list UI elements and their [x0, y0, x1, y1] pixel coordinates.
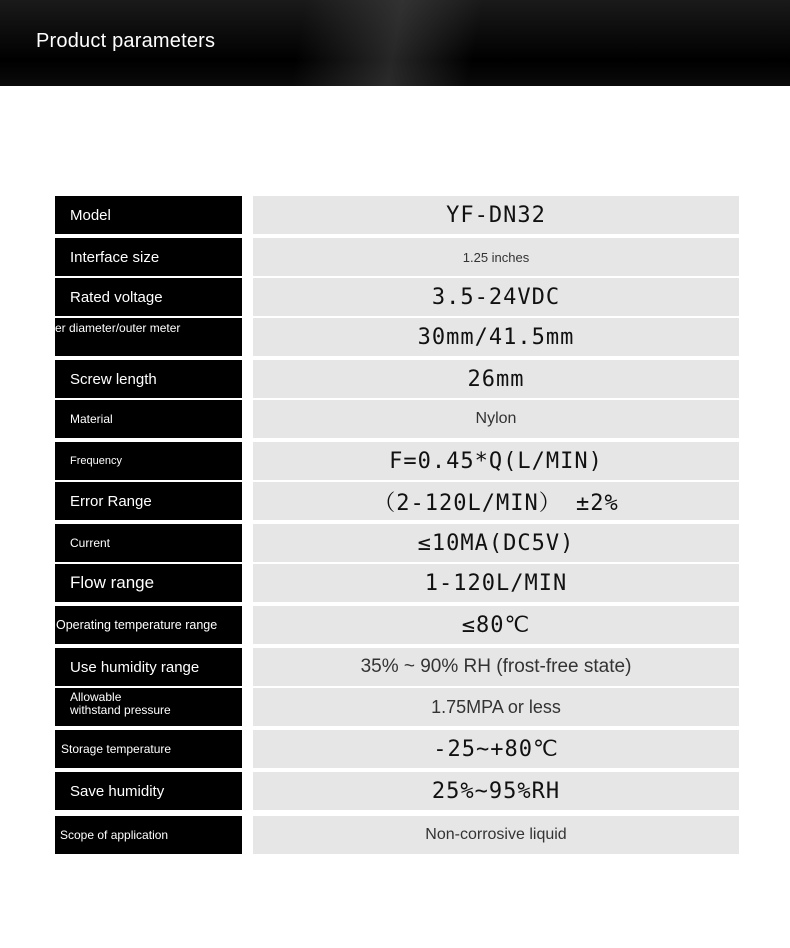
param-row-rated-voltage — [55, 278, 739, 316]
param-label: Storage temperature — [55, 730, 242, 768]
param-row-humidity-range — [55, 648, 739, 686]
param-label: Flow range — [55, 564, 242, 602]
param-row-screw-length — [55, 360, 739, 398]
param-label: er diameter/outer meter — [55, 318, 242, 356]
param-value: 3.5-24VDC — [253, 278, 739, 316]
param-value: 25%~95%RH — [253, 772, 739, 810]
param-label: Allowable withstand pressure — [70, 690, 171, 717]
param-row-error-range — [55, 482, 739, 520]
param-label: Screw length — [55, 360, 242, 398]
param-value: YF-DN32 — [253, 196, 739, 234]
param-label: Scope of application — [55, 816, 242, 854]
param-row-operating-temperature — [55, 606, 739, 644]
param-row-diameter — [55, 318, 739, 356]
param-label-box — [55, 688, 242, 726]
param-value: Non-corrosive liquid — [253, 816, 739, 854]
param-label: Operating temperature range — [55, 606, 242, 644]
param-value: 35% ~ 90% RH (frost-free state) — [253, 648, 739, 686]
param-value: ≤80℃ — [253, 606, 739, 644]
param-value: F=0.45*Q(L/MIN) — [253, 442, 739, 480]
param-label: Save humidity — [55, 772, 242, 810]
param-label: Material — [55, 400, 242, 438]
param-value: 1.75MPA or less — [253, 688, 739, 726]
param-label: Interface size — [55, 238, 242, 276]
param-label: Current — [55, 524, 242, 562]
param-row-scope-of-application — [55, 816, 739, 854]
param-value: （2-120L/MIN） ±2% — [253, 482, 739, 520]
param-label: Frequency — [55, 442, 242, 480]
param-label: Error Range — [55, 482, 242, 520]
header-banner — [0, 0, 790, 86]
page-title: Product parameters — [36, 30, 216, 52]
param-value: Nylon — [253, 400, 739, 438]
param-row-material — [55, 400, 739, 438]
param-label: Model — [55, 196, 242, 234]
param-row-current — [55, 524, 739, 562]
param-value: 30mm/41.5mm — [253, 318, 739, 356]
param-value: 26mm — [253, 360, 739, 398]
param-row-frequency — [55, 442, 739, 480]
param-row-storage-temperature — [55, 730, 739, 768]
param-row-flow-range — [55, 564, 739, 602]
param-value: 1.25 inches — [253, 238, 739, 276]
param-value: ≤10MA(DC5V) — [253, 524, 739, 562]
param-label: Rated voltage — [55, 278, 242, 316]
param-row-interface-size — [55, 238, 739, 276]
param-row-withstand-pressure — [55, 688, 739, 726]
param-label: Use humidity range — [55, 648, 242, 686]
param-value: 1-120L/MIN — [253, 564, 739, 602]
param-value: -25~+80℃ — [253, 730, 739, 768]
param-row-model — [55, 196, 739, 234]
param-row-save-humidity — [55, 772, 739, 810]
